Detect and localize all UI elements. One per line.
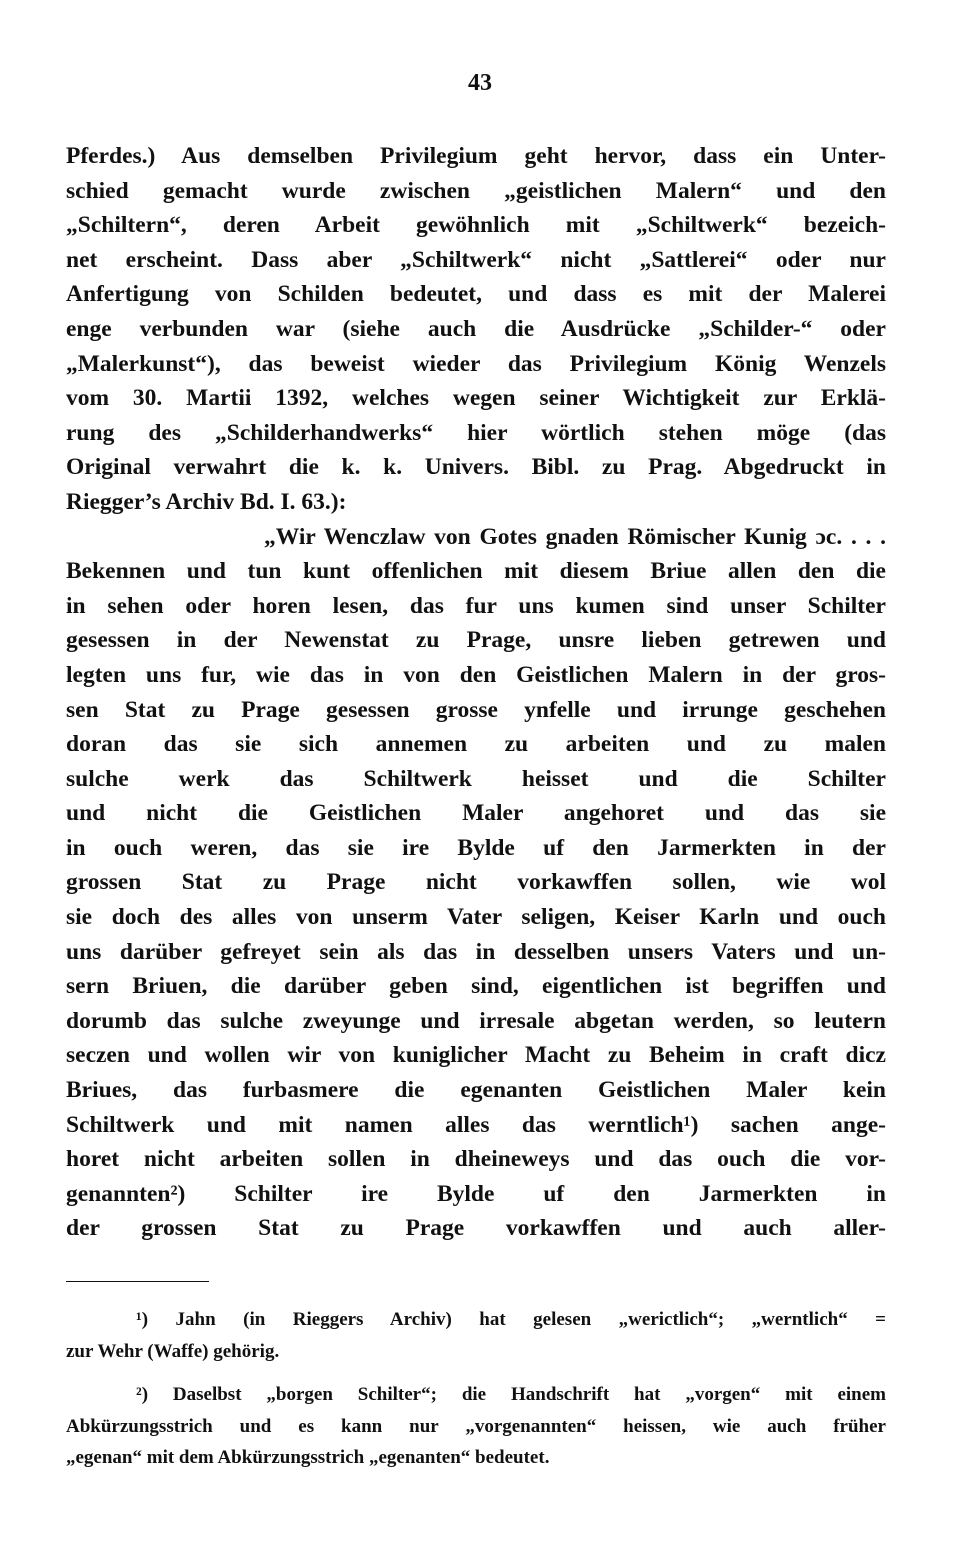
quote-line: genannten²) Schilter ire Bylde uf den Jarmerkten in xyxy=(66,1180,886,1207)
text-line: Riegger’s Archiv Bd. I. 63.): xyxy=(66,488,347,515)
quote-line: Bekennen und tun kunt offenlichen mit diesem Briue allen den die xyxy=(66,558,886,585)
footnote-line: „egenan“ mit dem Abkürzungsstrich „egenanten“ bedeutet. xyxy=(66,1447,550,1468)
text-line: Original verwahrt die k. k. Univers. Bibl. zu Prag. Abgedruckt in xyxy=(66,454,886,481)
footnote-2 xyxy=(66,1379,886,1474)
footnote-line: ²) Daselbst „borgen Schilter“; die Handschrift hat „vorgen“ mit einem xyxy=(136,1384,886,1405)
footnote-line: Abkürzungsstrich und es kann nur „vorgenannten“ heissen, wie auch früher xyxy=(66,1415,886,1437)
quote-line: „Wir Wenczlaw von Gotes gnaden Römischer Kunig ɔc. . . . xyxy=(264,523,886,550)
text-line: schied gemacht wurde zwischen „geistlichen Malern“ und den xyxy=(66,177,886,204)
footnote-line: zur Wehr (Waffe) gehörig. xyxy=(66,1340,280,1362)
quote-line: gesessen in der Newenstat zu Prage, unsre lieben getrewen und xyxy=(66,627,886,654)
quote-line: legten uns fur, wie das in von den Geistlichen Malern in der gros- xyxy=(66,661,886,688)
quote-line: und nicht die Geistlichen Maler angehoret und das sie xyxy=(66,800,886,827)
text-line: „Schiltern“, deren Arbeit gewöhnlich mit „Schiltwerk“ bezeich- xyxy=(66,212,886,239)
page-number: 43 xyxy=(468,70,492,96)
quote-line: horet nicht arbeiten sollen in dheineweys und das ouch die vor- xyxy=(66,1146,886,1173)
quote-line: seczen und wollen wir von kuniglicher Macht zu Beheim in craft dicz xyxy=(66,1042,886,1069)
quote-line: sen Stat zu Prage gesessen grosse ynfelle und irrunge geschehen xyxy=(66,696,886,723)
text-line: „Malerkunst“), das beweist wieder das Privilegium König Wenzels xyxy=(66,350,886,377)
footnotes xyxy=(66,1304,886,1486)
text-line: Pferdes.) Aus demselben Privilegium geht hervor, dass ein Unter- xyxy=(66,143,886,169)
quote-line: sern Briuen, die darüber geben sind, eigentlichen ist begriffen und xyxy=(66,973,886,1000)
quote-line: sie doch des alles von unserm Vater seligen, Keiser Karln und ouch xyxy=(66,904,886,931)
quote-line: in ouch weren, das sie ire Bylde uf den Jarmerkten in der xyxy=(66,834,886,861)
quote-line: Briues, das furbasmere die egenanten Geistlichen Maler kein xyxy=(66,1077,886,1104)
text-line: Anfertigung von Schilden bedeutet, und dass es mit der Malerei xyxy=(66,281,886,308)
body-text xyxy=(66,139,886,1246)
text-line: enge verbunden war (siehe auch die Ausdrücke „Schilder-“ oder xyxy=(66,315,886,342)
quote-line: in sehen oder horen lesen, das fur uns kumen sind unser Schilter xyxy=(66,592,886,619)
footnote-line: ¹) Jahn (in Rieggers Archiv) hat gelesen „werictlich“; „werntlich“ = xyxy=(136,1309,886,1330)
quote-line: sulche werk das Schiltwerk heisset und die Schilter xyxy=(66,765,886,792)
quote-line: Schiltwerk und mit namen alles das werntlich¹) sachen ange- xyxy=(66,1111,886,1138)
quote-line: uns darüber gefreyet sein als das in desselben unsers Vaters und un- xyxy=(66,938,886,965)
quote-line: der grossen Stat zu Prage vorkawffen und auch aller- xyxy=(66,1215,886,1242)
quote-line: dorumb das sulche zweyunge und irresale abgetan werden, so leutern xyxy=(66,1007,886,1034)
text-line: rung des „Schilderhandwerks“ hier wörtlich stehen möge (das xyxy=(66,419,886,446)
text-line: net erscheint. Dass aber „Schiltwerk“ nicht „Sattlerei“ oder nur xyxy=(66,246,886,273)
quote-line: grossen Stat zu Prage nicht vorkawffen sollen, wie wol xyxy=(66,869,886,896)
text-line: vom 30. Martii 1392, welches wegen seiner Wichtigkeit zur Erklä- xyxy=(66,385,886,412)
footnote-divider xyxy=(66,1281,209,1282)
quote-line: doran das sie sich annemen zu arbeiten und zu malen xyxy=(66,731,886,758)
footnote-1 xyxy=(66,1304,886,1367)
